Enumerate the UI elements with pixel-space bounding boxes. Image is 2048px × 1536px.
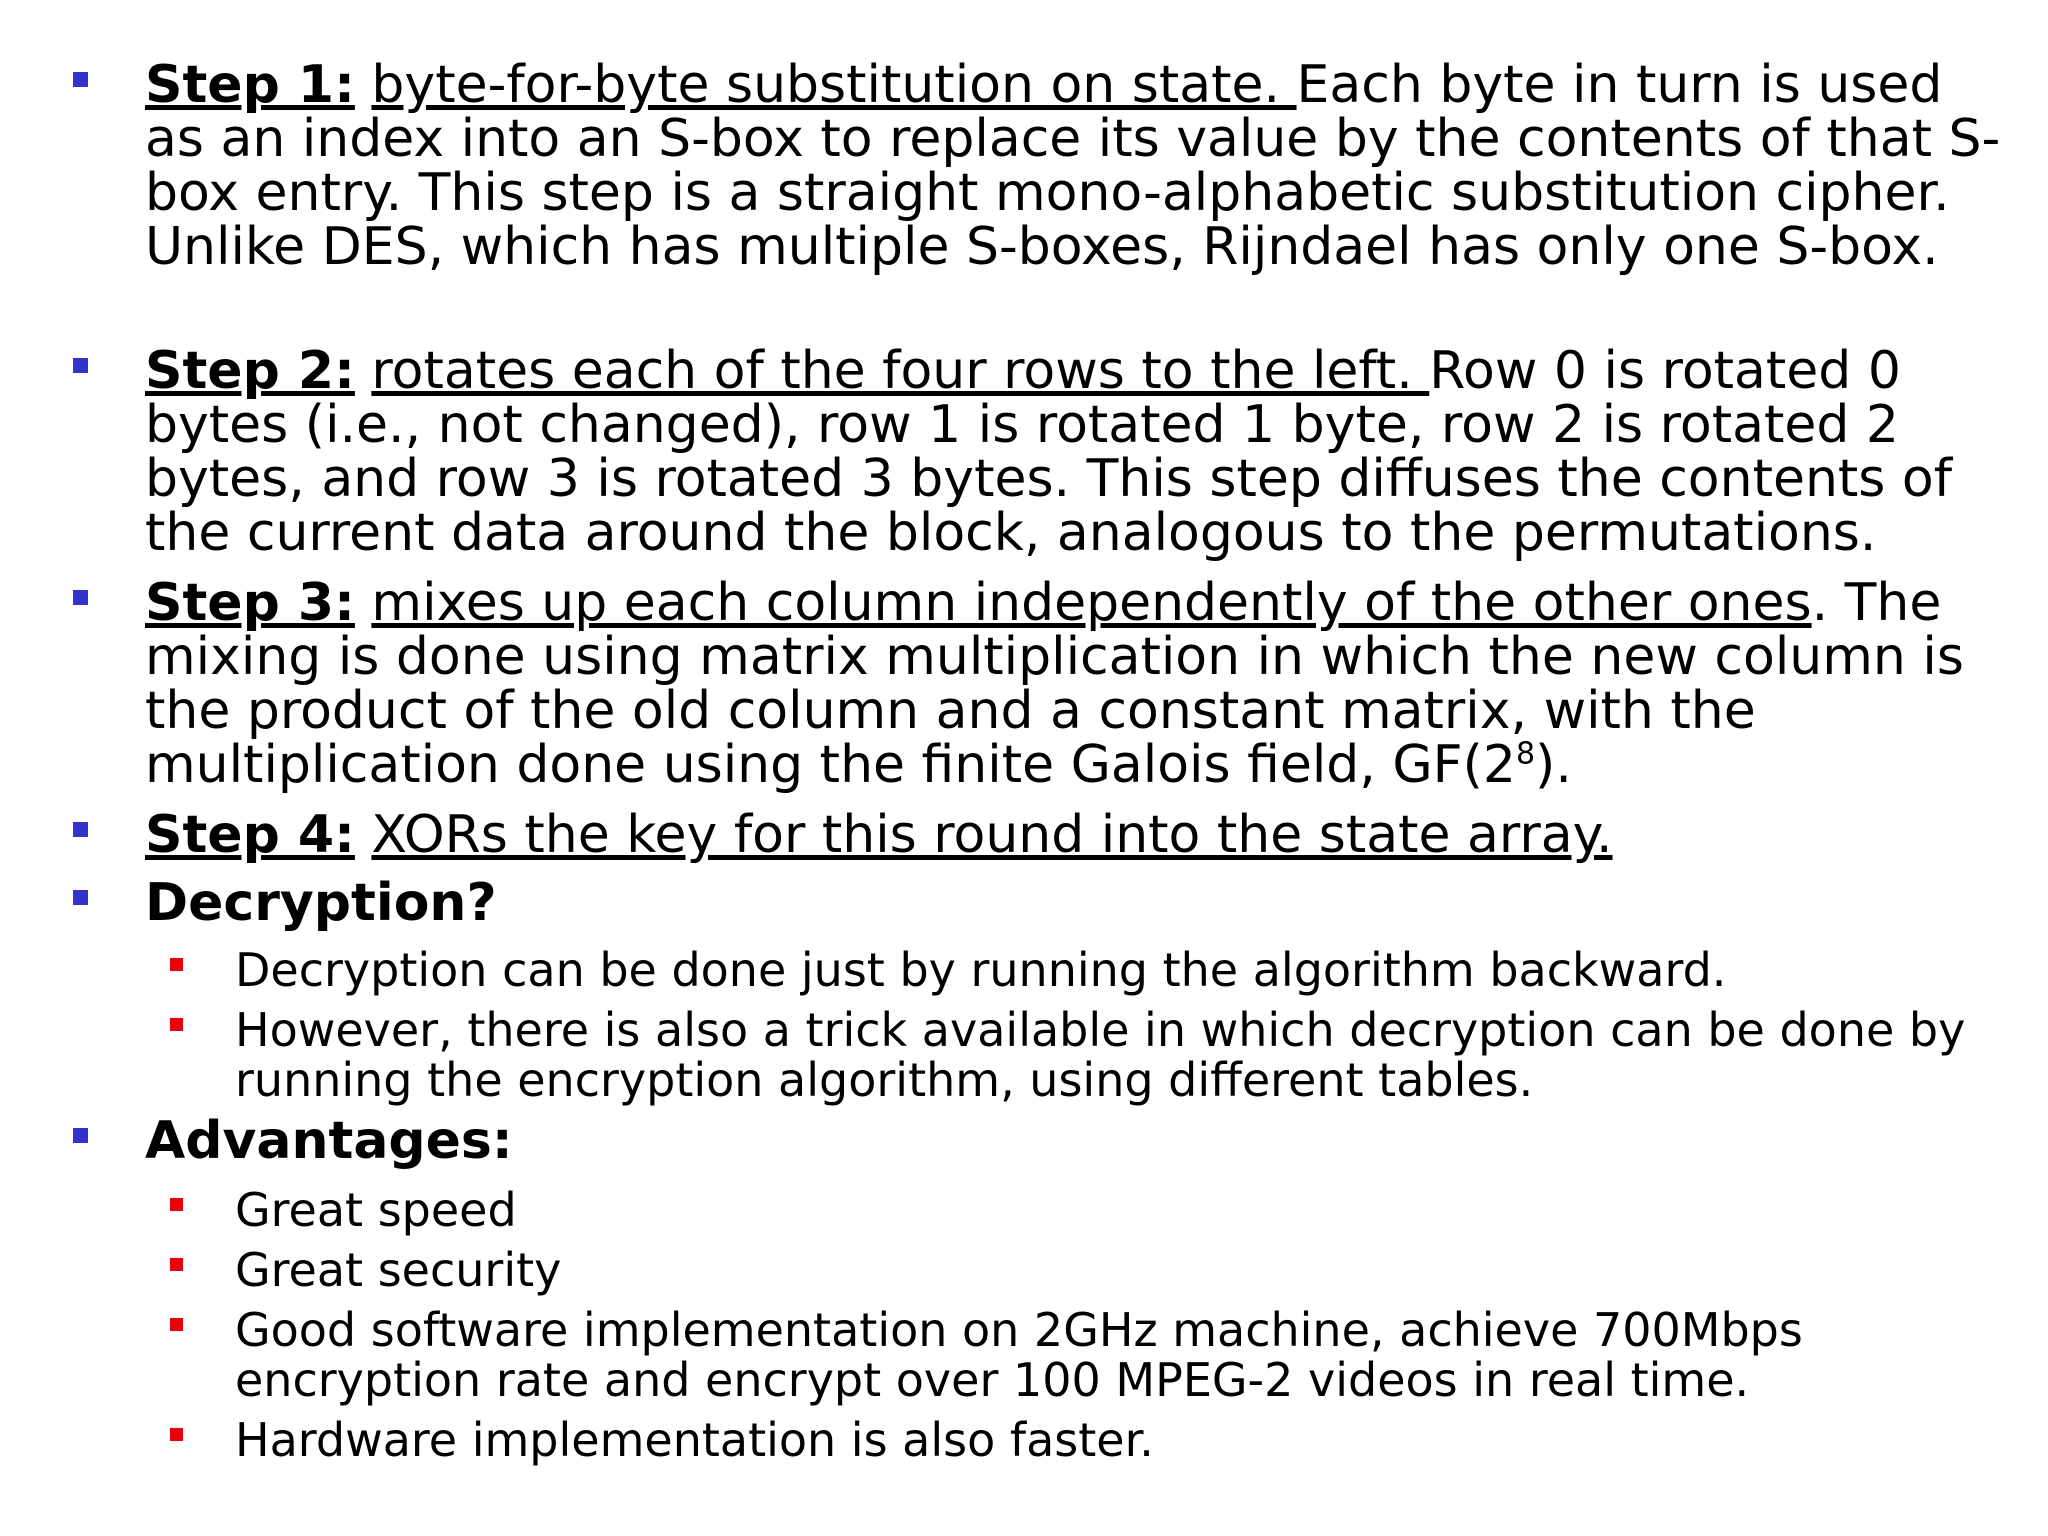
step-1-text bbox=[145, 55, 2005, 277]
sub-bullet-marker bbox=[170, 1258, 183, 1271]
sub-bullet-marker bbox=[170, 1428, 183, 1441]
step-1-space bbox=[355, 55, 372, 115]
step-2-underlined: rotates each of the four rows to the left. bbox=[371, 341, 1430, 401]
advantages-heading: Advantages: bbox=[145, 1111, 513, 1171]
sub-bullet-marker bbox=[170, 958, 183, 971]
sub-bullet-marker bbox=[170, 1018, 183, 1031]
advantages-item-3: Good software implementation on 2GHz machine, achieve 700Mbps encryption rate and encrypt over 100 MPEG-2 videos in real time. bbox=[235, 1303, 1803, 1407]
step-4-underlined: XORs the key for this round into the state array. bbox=[371, 805, 1613, 865]
step-3-superscript: 8 bbox=[1515, 736, 1536, 772]
step-2-space bbox=[355, 341, 372, 401]
step-1-label: Step 1: bbox=[145, 55, 355, 115]
bullet-marker bbox=[73, 890, 88, 905]
bullet-marker bbox=[73, 358, 88, 373]
decryption-item-1: Decryption can be done just by running the algorithm backward. bbox=[235, 943, 1727, 997]
step-4-text bbox=[145, 805, 2005, 865]
bullet-marker bbox=[73, 590, 88, 605]
step-3-label: Step 3: bbox=[145, 573, 355, 633]
decryption-item-2: However, there is also a trick available in which decryption can be done by running the encryption algorithm, using different tables. bbox=[235, 1003, 1966, 1107]
bullet-marker bbox=[73, 1128, 88, 1143]
decryption-heading: Decryption? bbox=[145, 873, 497, 933]
step-4-label: Step 4: bbox=[145, 805, 355, 865]
step-3-space bbox=[355, 573, 372, 633]
advantages-item-2: Great security bbox=[235, 1243, 562, 1297]
step-3-text bbox=[145, 573, 2005, 795]
step-2-text bbox=[145, 341, 2005, 563]
sub-bullet-marker bbox=[170, 1318, 183, 1331]
step-3-underlined: mixes up each column independently of the other ones bbox=[371, 573, 1812, 633]
bullet-marker bbox=[73, 822, 88, 837]
step-4-space bbox=[355, 805, 372, 865]
bullet-marker bbox=[73, 72, 88, 87]
step-2-label: Step 2: bbox=[145, 341, 355, 401]
step-3-rest: . The mixing is done using matrix multiplication in which the new column is the product of the old column and a constant matrix, with the multiplication done using the finite Galois field, GF(2 bbox=[145, 573, 1964, 795]
step-2-rest: Row 0 is rotated 0 bytes (i.e., not changed), row 1 is rotated 1 byte, row 2 is rotated 2 bytes, and row 3 is rotated 3 bytes. This step diffuses the contents of the current data around the block, analogous to the permutations. bbox=[145, 341, 1953, 563]
advantages-item-1: Great speed bbox=[235, 1183, 517, 1237]
step-3-tail: ). bbox=[1535, 735, 1572, 795]
step-1-rest: Each byte in turn is used as an index into an S-box to replace its value by the contents of that S-box entry. This step is a straight mono-alphabetic substitution cipher. Unlike DES, which has multiple S-boxes, Rijndael has only one S-box. bbox=[145, 55, 2001, 277]
sub-bullet-marker bbox=[170, 1198, 183, 1211]
advantages-item-4: Hardware implementation is also faster. bbox=[235, 1413, 1154, 1467]
step-1-underlined: byte-for-byte substitution on state. bbox=[371, 55, 1297, 115]
